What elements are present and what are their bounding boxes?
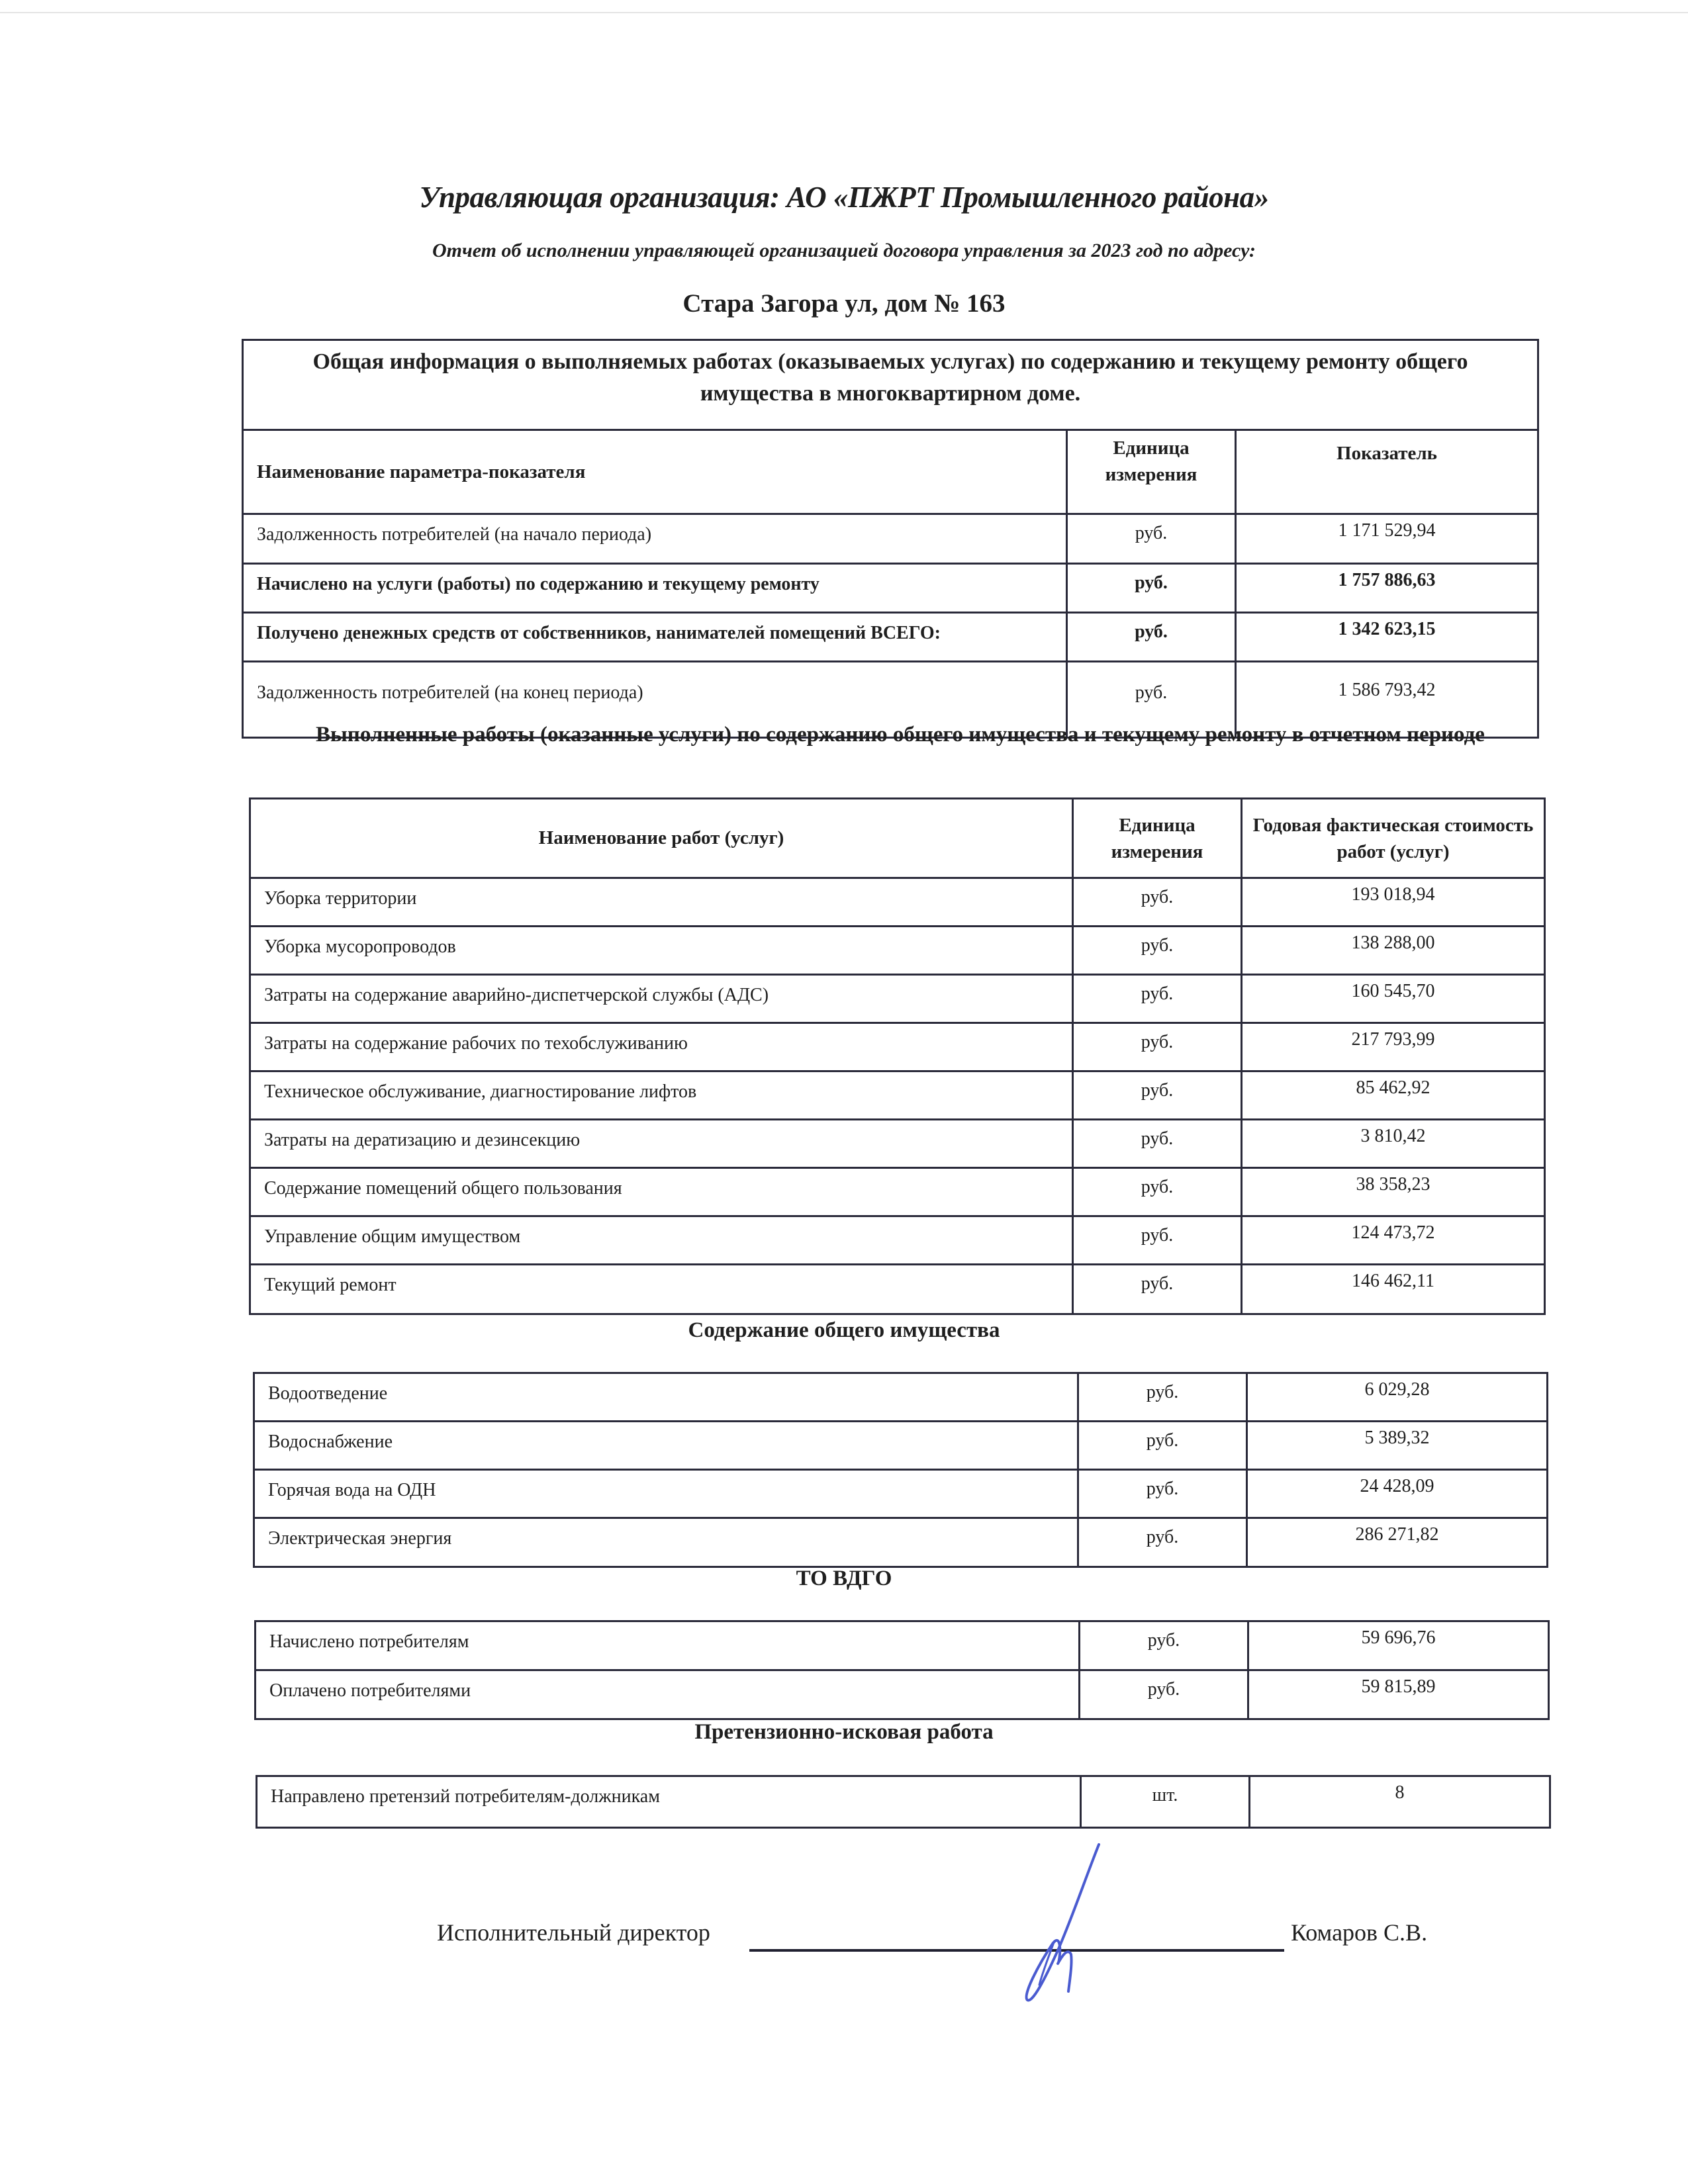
row-value: 193 018,94 [1242,878,1545,927]
claims-table [256,1775,1551,1829]
row-value: 1 342 623,15 [1236,613,1538,662]
table-row [250,1120,1545,1168]
row-name: Затраты на содержание рабочих по техобслуживанию [250,1023,1073,1071]
vdgo-heading: ТО ВДГО [796,1567,892,1590]
handwritten-signature-icon [980,1838,1152,2010]
row-value: 24 428,09 [1247,1470,1548,1518]
row-unit: руб. [1073,1071,1242,1120]
row-unit: руб. [1078,1518,1247,1567]
row-unit: руб. [1067,613,1236,662]
row-value: 124 473,72 [1242,1216,1545,1265]
column-header-unit: Единица измерения [1067,430,1236,514]
table-row [250,975,1545,1023]
general-info-caption: Общая информация о выполняемых работах (оказываемых услугах) по содержанию и текущему ремонту общего имущества в многоквартирном доме. [243,340,1538,430]
column-header-name: Наименование работ (услуг) [250,799,1073,878]
row-name: Затраты на дератизацию и дезинсекцию [250,1120,1073,1168]
row-value: 160 545,70 [1242,975,1545,1023]
signature-block [437,1909,1562,2002]
organization-title: Управляющая организация: АО «ПЖРТ Промышленного района» [419,181,1269,214]
table-row [250,1071,1545,1120]
table-row [243,613,1538,662]
table-row [250,927,1545,975]
row-name: Водоснабжение [254,1422,1078,1470]
row-name: Содержание помещений общего пользования [250,1168,1073,1216]
table-row [250,1168,1545,1216]
row-unit: руб. [1073,1216,1242,1265]
works-heading: Выполненные работы (оказанные услуги) по содержанию общего имущества и текущему ремонту в отчетном периоде [316,723,1485,747]
table-row [250,878,1545,927]
row-unit: руб. [1067,564,1236,613]
row-value: 85 462,92 [1242,1071,1545,1120]
general-info-table [242,339,1539,739]
row-unit: руб. [1078,1422,1247,1470]
claims-heading: Претензионно-исковая работа [694,1720,994,1744]
column-header-unit: Единица измерения [1073,799,1242,878]
common-property-table [253,1372,1548,1568]
row-value: 1 757 886,63 [1236,564,1538,613]
row-value: 1 171 529,94 [1236,514,1538,564]
scan-edge-line [0,12,1688,13]
row-name: Затраты на содержание аварийно-диспетчерской службы (АДС) [250,975,1073,1023]
vdgo-table [254,1620,1550,1720]
column-header-value: Показатель [1236,430,1538,514]
row-value: 217 793,99 [1242,1023,1545,1071]
table-row [254,1373,1548,1422]
row-value: 8 [1250,1776,1550,1828]
row-name: Управление общим имуществом [250,1216,1073,1265]
row-unit: руб. [1073,975,1242,1023]
row-name: Задолженность потребителей (на конец периода) [243,662,1067,738]
row-value: 146 462,11 [1242,1265,1545,1314]
row-value: 138 288,00 [1242,927,1545,975]
table-row [257,1776,1550,1828]
row-value: 286 271,82 [1247,1518,1548,1567]
row-value: 5 389,32 [1247,1422,1548,1470]
row-unit: руб. [1073,927,1242,975]
table-row [250,1216,1545,1265]
row-unit: руб. [1073,1023,1242,1071]
row-name: Начислено на услуги (работы) по содержанию и текущему ремонту [243,564,1067,613]
table-row [250,1023,1545,1071]
row-unit: руб. [1067,514,1236,564]
row-name: Уборка территории [250,878,1073,927]
table-row [243,564,1538,613]
row-name: Оплачено потребителями [256,1670,1080,1719]
row-value: 59 815,89 [1248,1670,1549,1719]
row-value: 38 358,23 [1242,1168,1545,1216]
common-property-heading: Содержание общего имущества [688,1318,1000,1342]
column-header-value: Годовая фактическая стоимость работ (услуг) [1242,799,1545,878]
row-unit: руб. [1080,1670,1248,1719]
row-value: 6 029,28 [1247,1373,1548,1422]
signatory-role: Исполнительный директор [437,1919,710,1946]
row-unit: руб. [1073,878,1242,927]
row-name: Начислено потребителям [256,1621,1080,1670]
row-name: Техническое обслуживание, диагностирование лифтов [250,1071,1073,1120]
row-unit: руб. [1078,1373,1247,1422]
table-row [243,514,1538,564]
works-table [249,797,1546,1315]
row-unit: руб. [1067,662,1236,738]
table-row [254,1518,1548,1567]
table-row [254,1422,1548,1470]
report-subtitle: Отчет об исполнении управляющей организацией договора управления за 2023 год по адресу: [432,240,1256,261]
row-unit: руб. [1080,1621,1248,1670]
property-address: Стара Загора ул, дом № 163 [682,289,1006,318]
row-name: Задолженность потребителей (на начало периода) [243,514,1067,564]
table-row [254,1470,1548,1518]
row-unit: руб. [1073,1120,1242,1168]
row-value: 59 696,76 [1248,1621,1549,1670]
row-name: Водоотведение [254,1373,1078,1422]
table-row [256,1670,1549,1719]
row-value: 3 810,42 [1242,1120,1545,1168]
column-header-name: Наименование параметра-показателя [243,430,1067,514]
row-name: Уборка мусоропроводов [250,927,1073,975]
row-name: Направлено претензий потребителям-должникам [257,1776,1081,1828]
row-unit: руб. [1073,1168,1242,1216]
row-name: Текущий ремонт [250,1265,1073,1314]
row-unit: руб. [1073,1265,1242,1314]
signatory-name: Комаров С.В. [1291,1919,1428,1946]
row-name: Горячая вода на ОДН [254,1470,1078,1518]
table-row [256,1621,1549,1670]
row-value: 1 586 793,42 [1236,662,1538,738]
row-name: Получено денежных средств от собственников, нанимателей помещений ВСЕГО: [243,613,1067,662]
table-row [250,1265,1545,1314]
row-name: Электрическая энергия [254,1518,1078,1567]
row-unit: шт. [1081,1776,1250,1828]
row-unit: руб. [1078,1470,1247,1518]
